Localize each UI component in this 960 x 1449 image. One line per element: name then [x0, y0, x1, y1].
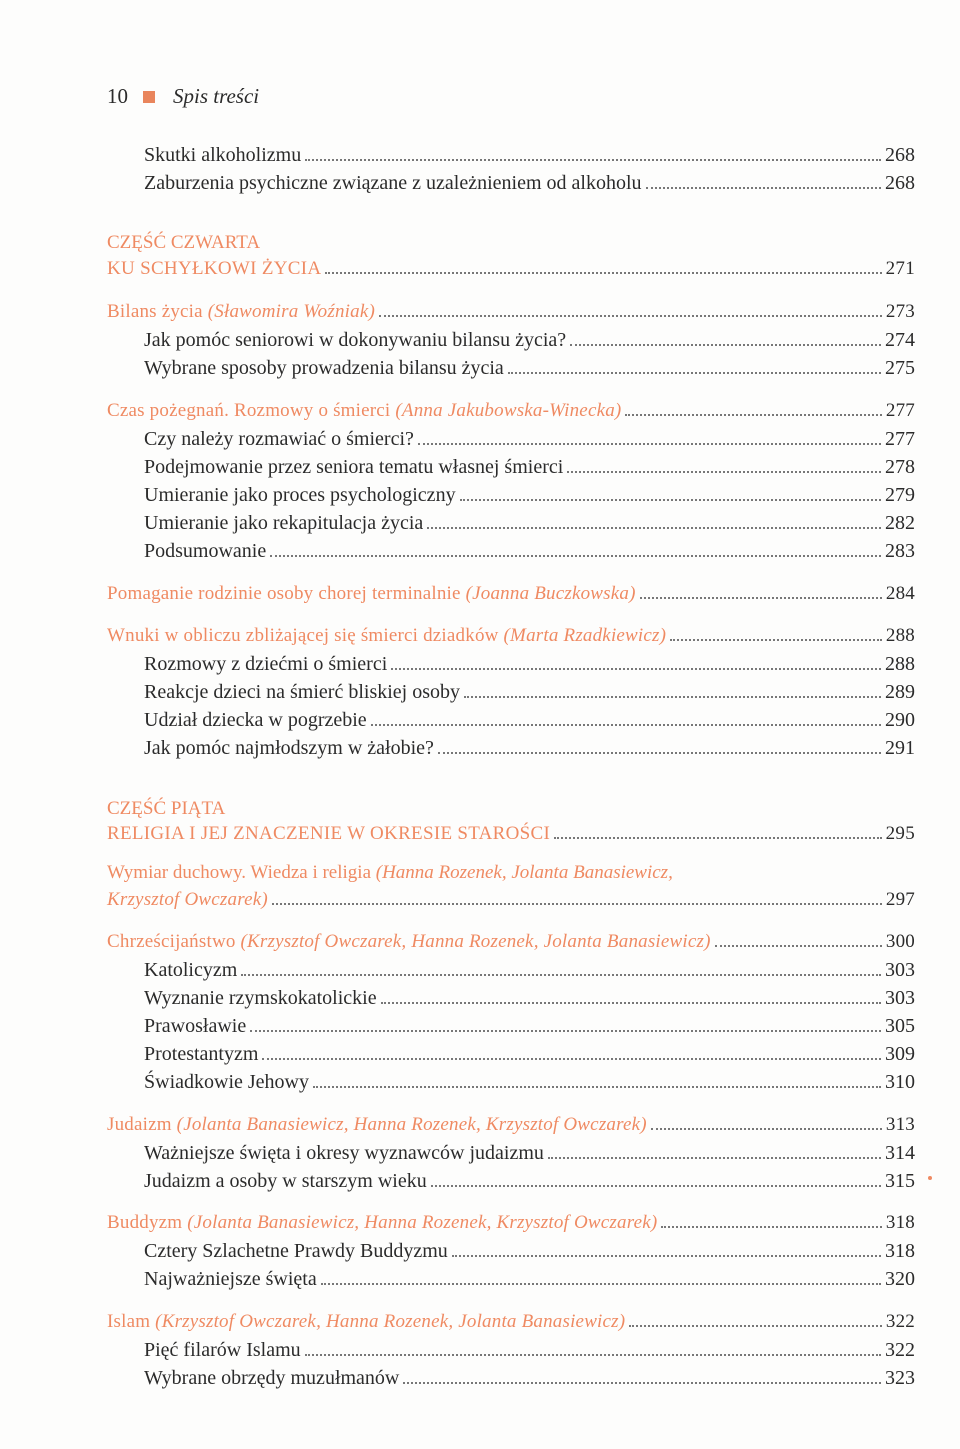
running-head — [107, 84, 259, 109]
toc-entry: Katolicyzm 303 — [144, 959, 915, 981]
toc-chapter-entry: Czas pożegnań. Rozmowy o śmierci (Anna Jakubowska-Winecka) 277 — [107, 400, 915, 421]
toc-entry: Judaizm a osoby w starszym wieku 315 — [144, 1170, 915, 1192]
toc-chapter-title-line: Wymiar duchowy. Wiedza i religia (Hanna Rozenek, Jolanta Banasiewicz, — [107, 862, 673, 883]
toc-entry: Podsumowanie 283 — [144, 540, 915, 562]
toc-chapter-entry: Chrześcijaństwo (Krzysztof Owczarek, Hanna Rozenek, Jolanta Banasiewicz) 300 — [107, 931, 915, 952]
square-bullet-icon — [143, 91, 155, 103]
toc-entry: Czy należy rozmawiać o śmierci? 277 — [144, 428, 915, 450]
toc-entry: Cztery Szlachetne Prawdy Buddyzmu 318 — [144, 1240, 915, 1262]
toc-chapter-entry: Wnuki w obliczu zbliżającej się śmierci dziadków (Marta Rzadkiewicz) 288 — [107, 625, 915, 646]
toc-entry: Wyznanie rzymskokatolickie 303 — [144, 987, 915, 1009]
toc-entry: Ważniejsze święta i okresy wyznawców judaizmu 314 — [144, 1142, 915, 1164]
toc-entry: Udział dziecka w pogrzebie 290 — [144, 709, 915, 731]
toc-chapter-entry: Islam (Krzysztof Owczarek, Hanna Rozenek, Jolanta Banasiewicz) 322 — [107, 1311, 915, 1332]
toc-entry: Umieranie jako proces psychologiczny 279 — [144, 484, 915, 506]
margin-dot — [928, 1176, 932, 1180]
running-title: Spis treści — [173, 84, 260, 108]
toc-entry: Zaburzenia psychiczne związane z uzależnieniem od alkoholu 268 — [144, 172, 915, 194]
toc-entry: Reakcje dzieci na śmierć bliskiej osoby 289 — [144, 681, 915, 703]
toc-entry: Umieranie jako rekapitulacja życia 282 — [144, 512, 915, 534]
toc-chapter-entry: Judaizm (Jolanta Banasiewicz, Hanna Rozenek, Krzysztof Owczarek) 313 — [107, 1114, 915, 1135]
part-label: CZĘŚĆ CZWARTA — [107, 232, 261, 253]
toc-entry: Podejmowanie przez seniora tematu własnej śmierci 278 — [144, 456, 915, 478]
toc-entry: Rozmowy z dziećmi o śmierci 288 — [144, 653, 915, 675]
toc-entry: Pięć filarów Islamu 322 — [144, 1339, 915, 1361]
toc-entry: Jak pomóc seniorowi w dokonywaniu bilansu życia? 274 — [144, 329, 915, 351]
toc-part-entry: KU SCHYŁKOWI ŻYCIA 271 — [107, 258, 915, 279]
toc-entry: Jak pomóc najmłodszym w żałobie? 291 — [144, 737, 915, 759]
toc-part-entry: RELIGIA I JEJ ZNACZENIE W OKRESIE STAROŚCI 295 — [107, 823, 915, 844]
toc-chapter-entry: Bilans życia (Sławomira Woźniak) 273 — [107, 301, 915, 322]
toc-chapter-entry: Buddyzm (Jolanta Banasiewicz, Hanna Rozenek, Krzysztof Owczarek) 318 — [107, 1212, 915, 1233]
toc-entry: Skutki alkoholizmu 268 — [144, 144, 915, 166]
part-label: CZĘŚĆ PIĄTA — [107, 798, 226, 819]
toc-entry: Świadkowie Jehowy 310 — [144, 1071, 915, 1093]
toc-entry: Protestantyzm 309 — [144, 1043, 915, 1065]
toc-entry: Wybrane sposoby prowadzenia bilansu życia 275 — [144, 357, 915, 379]
page-number: 10 — [107, 84, 128, 108]
toc-chapter-entry: Pomaganie rodzinie osoby chorej terminalnie (Joanna Buczkowska) 284 — [107, 583, 915, 604]
toc-chapter-entry: Krzysztof Owczarek) 297 — [107, 889, 915, 910]
toc-entry: Prawosławie 305 — [144, 1015, 915, 1037]
toc-entry: Najważniejsze święta 320 — [144, 1268, 915, 1290]
toc-entry: Wybrane obrzędy muzułmanów 323 — [144, 1367, 915, 1389]
